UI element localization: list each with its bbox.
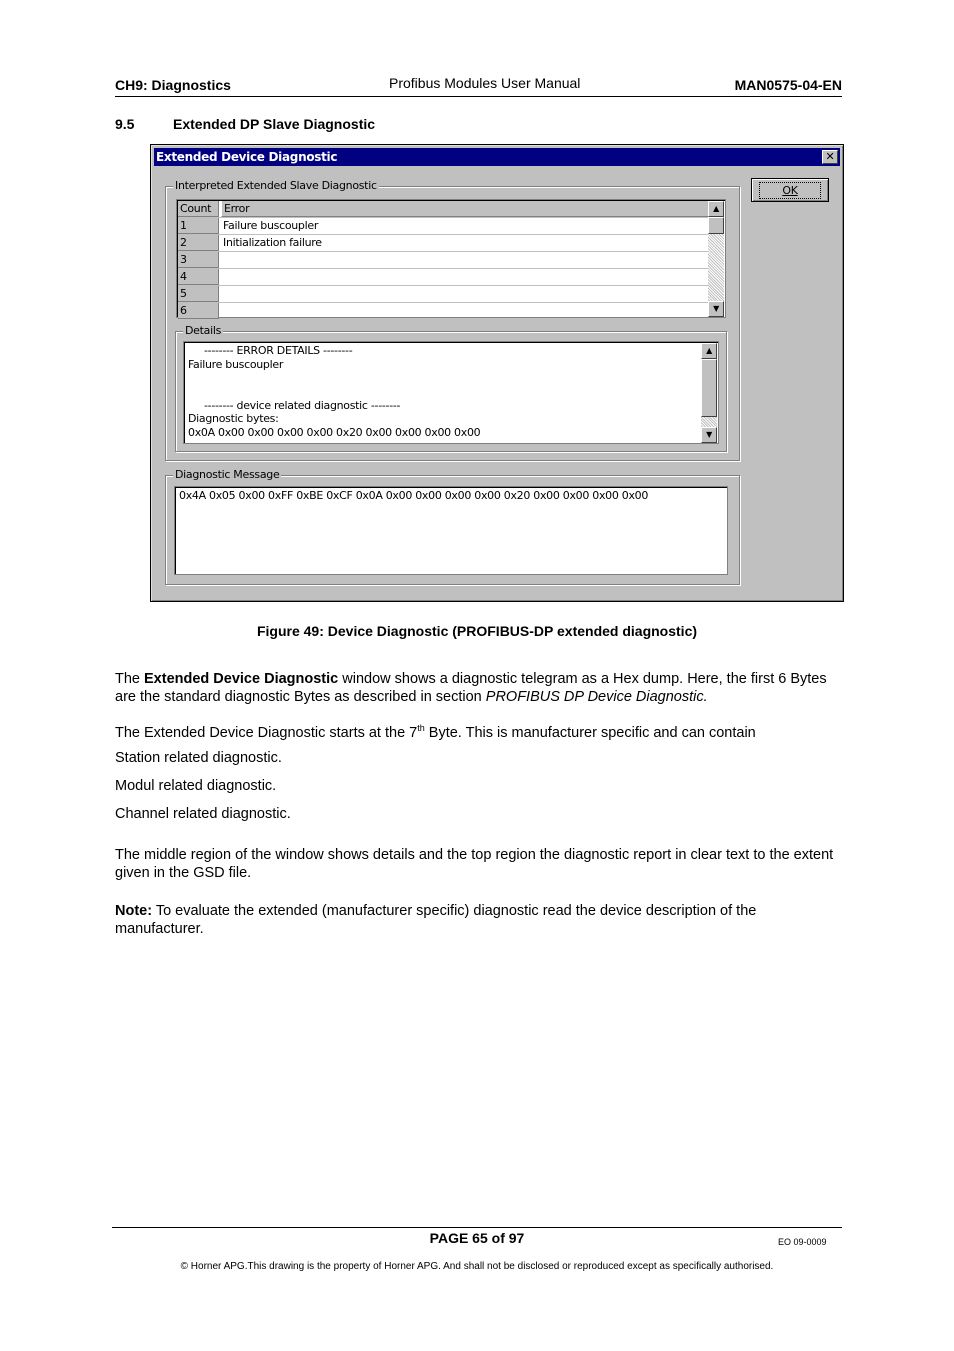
scroll-down-icon[interactable]: ▼ — [708, 301, 724, 317]
grid-cell-error: Initialization failure — [223, 236, 322, 249]
grid-header-count[interactable]: Count — [178, 201, 219, 217]
details-group-label: Details — [185, 324, 222, 337]
interpreted-group-label: Interpreted Extended Slave Diagnostic — [175, 179, 377, 192]
close-icon[interactable]: ✕ — [822, 150, 838, 164]
grid-cell-count: 5 — [178, 286, 219, 302]
details-line: Failure buscoupler — [188, 358, 284, 371]
section-heading — [115, 116, 375, 132]
diagnostic-message-label: Diagnostic Message — [175, 468, 280, 481]
diagnostic-message-textbox[interactable] — [174, 486, 728, 575]
grid-cell-count: 1 — [178, 218, 219, 234]
table-row[interactable] — [178, 286, 708, 303]
details-textbox[interactable] — [183, 341, 719, 444]
grid-cell-error — [221, 269, 708, 285]
note-label: Note: — [115, 903, 153, 919]
grid-cell-count: 6 — [178, 303, 219, 319]
page-header — [115, 75, 842, 97]
list-item: Channel related diagnostic. — [115, 806, 291, 822]
bold-window-name: Extended Device Diagnostic — [144, 671, 339, 687]
window-titlebar — [154, 148, 840, 166]
grid-cell-count: 4 — [178, 269, 219, 285]
grid-cell-count: 3 — [178, 252, 219, 268]
list-item: Station related diagnostic. — [115, 750, 282, 766]
details-scroll-thumb[interactable] — [701, 359, 717, 417]
table-row[interactable] — [178, 235, 708, 252]
scroll-up-icon[interactable]: ▲ — [701, 343, 717, 359]
grid-cell-error — [221, 286, 708, 302]
paragraph-intro: The Extended Device Diagnostic window shows a diagnostic telegram as a Hex dump. Here, the first 6 Bytes are the standard diagnostic Bytes as described in section PROFIBUS DP Device Diagnostic. — [115, 671, 827, 705]
header-doc-number: MAN0575-04-EN — [734, 77, 842, 93]
page-number: PAGE 65 of 97 — [429, 1230, 525, 1246]
details-line: Diagnostic bytes: — [188, 412, 279, 425]
ok-button[interactable]: OK — [751, 178, 829, 202]
table-row[interactable] — [178, 218, 708, 235]
grid-cell-count: 2 — [178, 235, 219, 251]
details-scrollbar[interactable] — [701, 343, 717, 443]
diagnostic-message-text: 0x4A 0x05 0x00 0xFF 0xBE 0xCF 0x0A 0x00 0x00 0x00 0x00 0x20 0x00 0x00 0x00 0x00 — [179, 489, 649, 502]
details-line: -------- device related diagnostic -------- — [188, 399, 401, 412]
header-chapter: CH9: Diagnostics — [115, 77, 231, 93]
italic-section-reference: PROFIBUS DP Device Diagnostic. — [485, 689, 708, 705]
footer-divider — [112, 1227, 842, 1228]
scroll-up-icon[interactable]: ▲ — [708, 201, 724, 217]
table-row[interactable] — [178, 303, 708, 320]
header-manual-title: Profibus Modules User Manual — [389, 75, 581, 91]
grid-header-row — [178, 201, 708, 218]
paragraph-note: Note: To evaluate the extended (manufacturer specific) diagnostic read the device description of the manufacturer. — [115, 903, 757, 937]
details-line: -------- ERROR DETAILS -------- — [188, 344, 353, 357]
table-row[interactable] — [178, 269, 708, 286]
footer-copyright: © Horner APG.This drawing is the property of Horner APG. And shall not be disclosed or reproduced except as specifically authorised. — [180, 1261, 774, 1272]
window-title: Extended Device Diagnostic — [156, 150, 338, 164]
grid-scrollbar[interactable] — [708, 201, 724, 317]
paragraph-extended: The Extended Device Diagnostic starts at the 7th Byte. This is manufacturer specific and can contain — [115, 723, 756, 741]
scroll-down-icon[interactable]: ▼ — [701, 427, 717, 443]
grid-header-error[interactable]: Error — [221, 201, 708, 217]
figure-caption: Figure 49: Device Diagnostic (PROFIBUS-DP extended diagnostic) — [256, 623, 698, 639]
grid-cell-error — [221, 303, 708, 319]
paragraph-regions: The middle region of the window shows details and the top region the diagnostic report in clear text to the extent given in the GSD file. — [115, 847, 834, 881]
details-line: 0x0A 0x00 0x00 0x00 0x00 0x20 0x00 0x00 0x00 0x00 — [188, 426, 481, 439]
grid-scroll-thumb[interactable] — [708, 217, 724, 234]
section-title: Extended DP Slave Diagnostic — [173, 116, 376, 132]
footer-eo-code: EO 09-0009 — [778, 1237, 827, 1247]
diagnostic-grid — [176, 199, 726, 318]
grid-cell-error — [221, 252, 708, 268]
list-item: Modul related diagnostic. — [115, 778, 277, 794]
section-number: 9.5 — [115, 116, 135, 132]
table-row[interactable] — [178, 252, 708, 269]
grid-cell-error: Failure buscoupler — [223, 219, 319, 232]
